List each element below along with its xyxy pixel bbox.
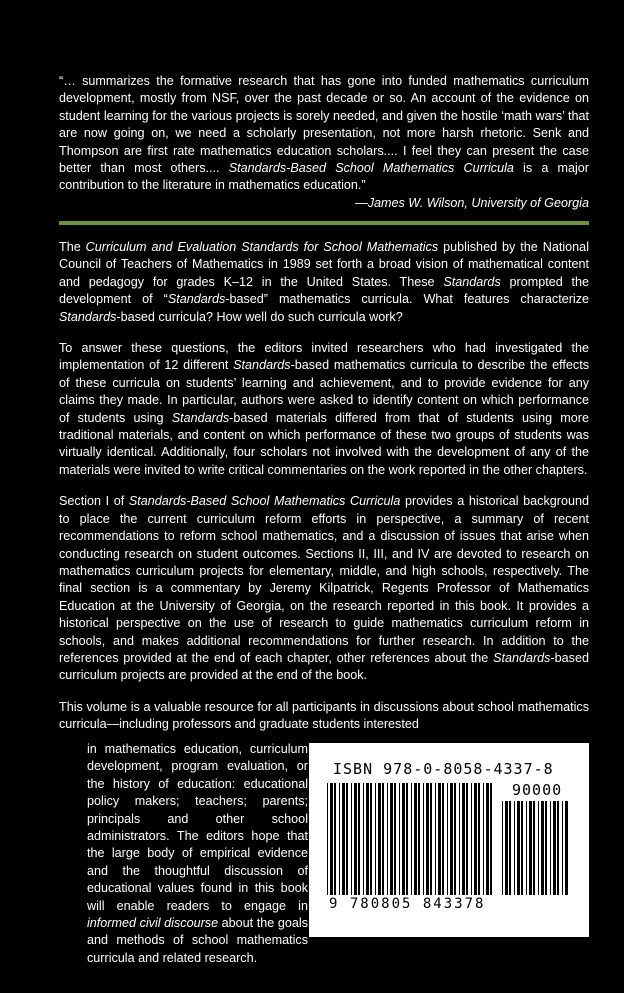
isbn-barcode — [309, 743, 589, 937]
barcode-bar — [390, 783, 393, 895]
barcode-bar — [517, 801, 520, 895]
barcode-bar — [414, 783, 417, 895]
divider-rule — [59, 221, 589, 225]
barcode-bar — [462, 783, 465, 895]
barcode-bar — [553, 801, 556, 895]
barcode-bar — [382, 783, 384, 895]
barcode-bar — [430, 783, 432, 895]
barcode-bar — [423, 783, 424, 895]
barcode-bar — [378, 783, 381, 895]
quote-tail: is a major contribution to the literature in mathematics education.” — [59, 161, 590, 193]
barcode-bar — [426, 783, 429, 895]
barcode-bar — [406, 783, 408, 895]
barcode-bar — [354, 783, 357, 895]
barcode-bar — [486, 783, 489, 895]
barcode-bar — [327, 783, 328, 895]
barcode-bar — [411, 783, 412, 895]
barcode-bars — [327, 783, 497, 895]
price-code: 90000 — [512, 781, 563, 799]
barcode-bar — [366, 783, 369, 895]
barcode-bar — [529, 801, 532, 895]
barcode-bar — [466, 783, 468, 895]
paragraph-4: This volume is a valuable resource for all participants in discussions about school mathematics curricula—including professors and graduate students interested — [59, 699, 589, 732]
barcode-bar — [330, 783, 333, 895]
barcode-bar — [351, 783, 352, 895]
paragraph-2: To answer these questions, the editors invited researchers who had investigated the implementation of 12 different Standards-based mathematics curricula to describe the effects of these curricula on students’ learning and achievement, and to provide evidence for any claims they made. In particular, authors were asked to identify content on which performance of students using Standards-based materials differed from that of students using more traditional materials, and content on which performance of these two groups of students was virtually identical. Additionally, four scholars not involved with the development of any of the materials were invited to write critical commentaries on the work reported in the other chapters. — [59, 341, 589, 477]
barcode-bar — [450, 783, 453, 895]
barcode-bar — [557, 801, 559, 895]
barcode-bar — [490, 783, 492, 895]
ean-number: 9 780805 843378 — [329, 896, 486, 912]
barcode-bar — [375, 783, 376, 895]
barcode-bar — [435, 783, 436, 895]
barcode-bar — [550, 801, 551, 895]
barcode-bar — [483, 783, 484, 895]
barcode-bar — [363, 783, 364, 895]
barcode-bar — [447, 783, 448, 895]
barcode-bar — [478, 783, 480, 895]
barcode-bar — [505, 801, 508, 895]
barcode-bar — [514, 801, 515, 895]
barcode-bar — [459, 783, 460, 895]
barcode-bar — [471, 783, 472, 895]
barcode-bar — [334, 783, 336, 895]
paragraph-1: The Curriculum and Evaluation Standards for School Mathematics published by the National Council of Teachers of Mathematics in 1989 set forth a broad vision of mathematical content and pedagogy for grades K–12 in the United States. These Standards prompted the development of “Standards-based” mathematics curricula. What features characterize Standards-based curricula? How well do such curricula work? — [59, 240, 589, 324]
barcode-bar — [562, 801, 563, 895]
barcode-bar — [402, 783, 405, 895]
barcode-bar — [533, 801, 535, 895]
barcode-bar — [370, 783, 372, 895]
endorsement-quote — [59, 73, 589, 212]
quote-attribution: —James W. Wilson, University of Georgia — [355, 195, 589, 210]
barcode-bar — [454, 783, 456, 895]
quote-book-title: Standards-Based School Mathematics Curricula — [228, 161, 514, 176]
barcode-bar — [474, 783, 477, 895]
barcode-bar — [438, 783, 441, 895]
barcode-bar — [502, 801, 503, 895]
barcode-bar — [339, 783, 340, 895]
barcode-bar — [387, 783, 388, 895]
barcode-bar — [346, 783, 348, 895]
barcode-bar — [399, 783, 400, 895]
description — [59, 239, 589, 734]
barcode-bar — [342, 783, 345, 895]
isbn-label: ISBN 978-0-8058-4337-8 — [333, 760, 554, 778]
barcode-bar — [418, 783, 420, 895]
addon-barcode-bars — [502, 801, 572, 895]
barcode-bar — [521, 801, 523, 895]
barcode-bar — [358, 783, 360, 895]
barcode-bar — [541, 801, 544, 895]
barcode-bar — [442, 783, 444, 895]
barcode-bar — [565, 801, 568, 895]
barcode-bar — [526, 801, 527, 895]
paragraph-4-wrap: in mathematics education, curriculum development, program evaluation, or the history of education: educational policy makers; teachers; parents; principals and other school administrators. The editors hope that the large body of empirical evidence and the thoughtful discussion of educational values found in this book will enable readers to engage in informed civil discourse about the goals and methods of school mathematics curricula and related research. — [87, 742, 308, 965]
paragraph-3: Section I of Standards-Based School Mathematics Curricula provides a historical background to place the current curriculum reform efforts in perspective, a summary of recent recommendations to reform school mathematics, and a discussion of issues that arise when conducting research on student outcomes. Sections II, III, and IV are devoted to research on mathematics curriculum projects for elementary, middle, and high schools, respectively. The final section is a commentary by Jeremy Kilpatrick, Regents Professor of Mathematics Education at the University of Georgia, on the research reported in this book. It provides a historical perspective on the use of research to guide mathematics curriculum reform in schools, and makes additional recommendations for further research. In addition to the references provided at the end of each chapter, other references about the Standards-based curriculum projects are provided at the end of the book. — [59, 494, 589, 683]
barcode-bar — [509, 801, 511, 895]
barcode-bar — [545, 801, 547, 895]
quote-text: “… summarizes the formative research that has gone into funded mathematics curriculum development, mostly from NSF, over the past decade or so. An account of the evidence on student learning for the various projects is sorely needed, and given the hostile ‘math wars’ that are now going on, we need a scholarly presentation, not more harsh rhetoric. Senk and Thompson are first rate mathematics education scholars.... I feel they can present the case better than most others.... — [59, 74, 589, 176]
barcode-bar — [394, 783, 396, 895]
barcode-bar — [538, 801, 539, 895]
